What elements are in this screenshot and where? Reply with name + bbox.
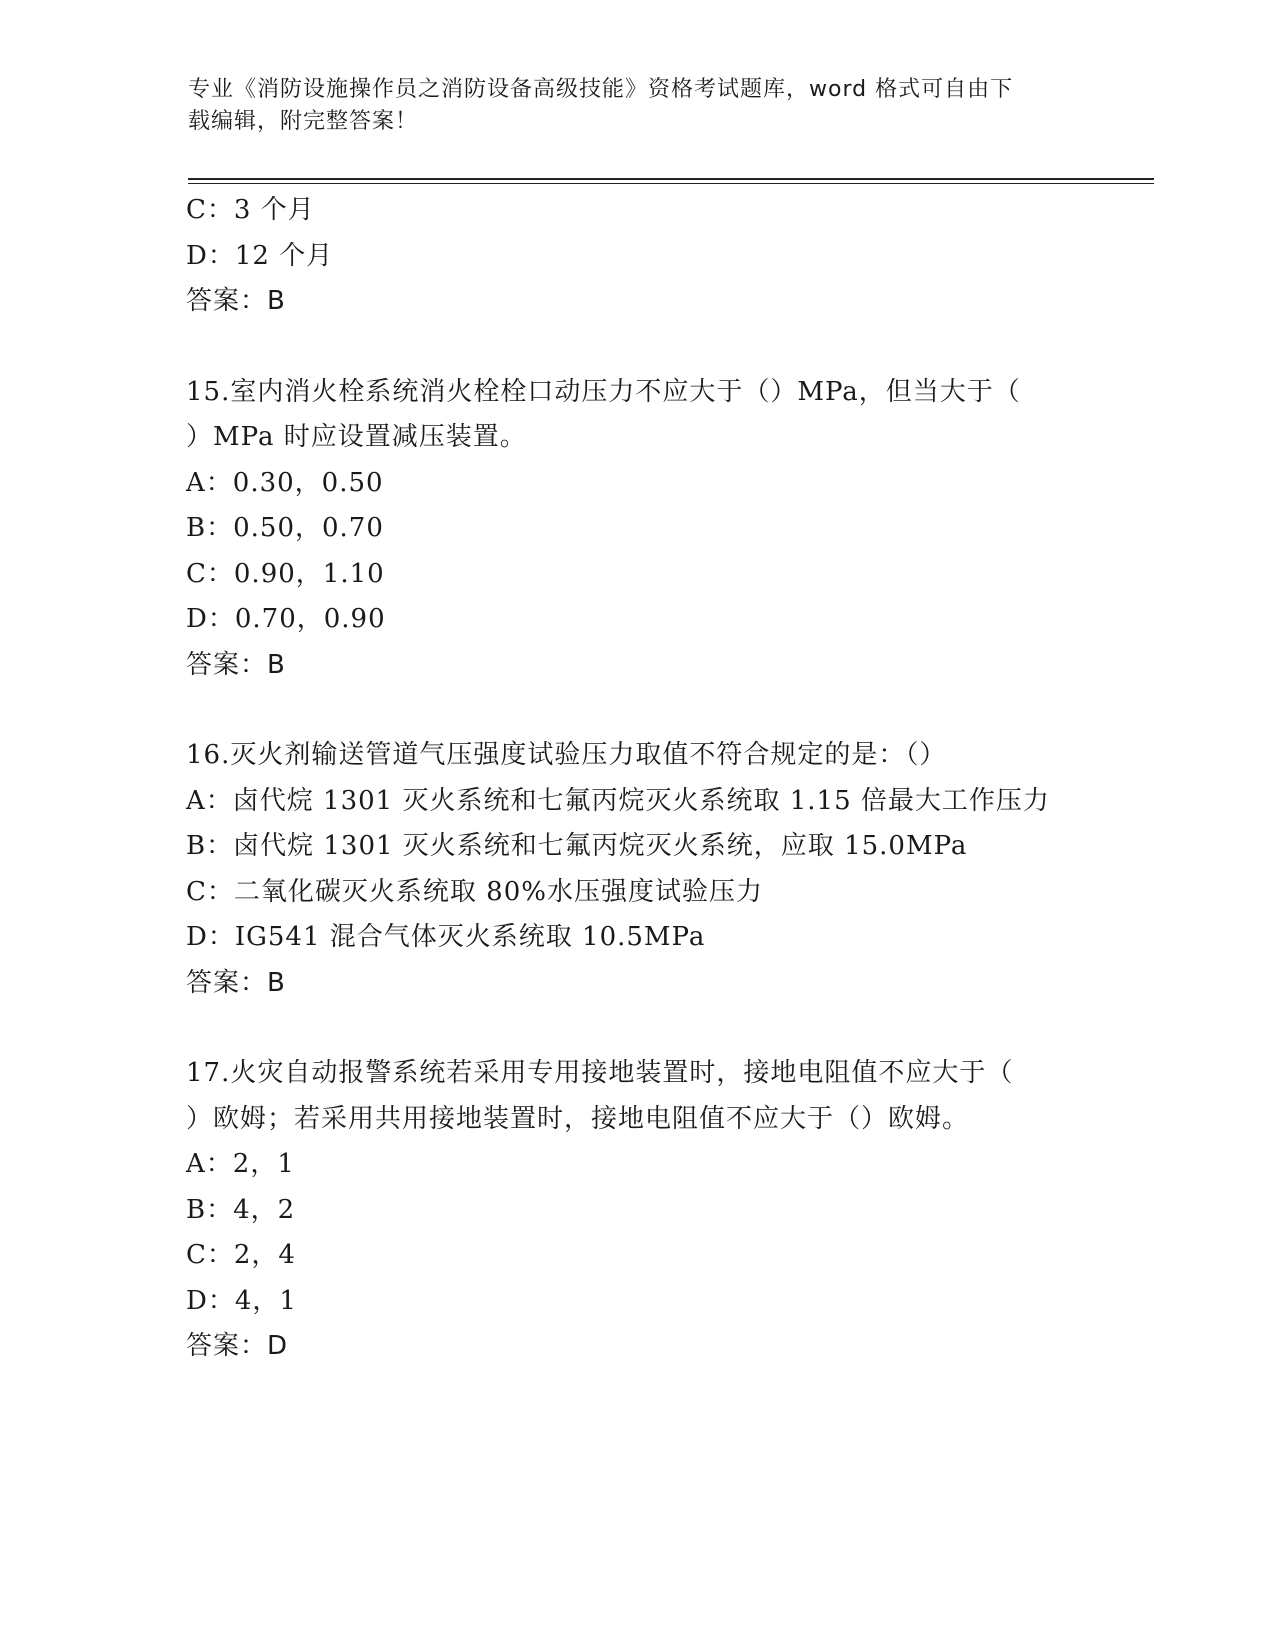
question-stem: 17.火灾自动报警系统若采用专用接地装置时，接地电阻值不应大于（ xyxy=(186,1058,1014,1088)
option-b: B：4，2 xyxy=(186,1194,296,1225)
option-d: D：4，1 xyxy=(186,1285,297,1316)
answer-line: 答案：B xyxy=(186,967,286,998)
option-d: D：0.70，0.90 xyxy=(186,604,386,634)
question-15 xyxy=(186,370,1146,689)
answer-line: 答案：B xyxy=(186,286,286,316)
question-stem: 15.室内消火栓系统消火栓栓口动压力不应大于（）MPa，但当大于（ xyxy=(186,376,1021,407)
answer-line: 答案：D xyxy=(186,1331,289,1361)
question-14-continued xyxy=(186,188,1146,325)
header-divider-thick xyxy=(188,178,1154,180)
option-a: A：0.30，0.50 xyxy=(186,467,384,498)
header-line-2: 载编辑，附完整答案！ xyxy=(188,109,419,134)
header-divider-thin xyxy=(188,183,1154,184)
option-b: B：0.50，0.70 xyxy=(186,513,384,543)
option-c: C：0.90，1.10 xyxy=(186,558,385,589)
answer-line: 答案：B xyxy=(186,649,286,680)
page-header xyxy=(188,74,1068,138)
option-d: D：IG541 混合气体灭火系统取 10.5MPa xyxy=(186,922,706,952)
question-stem: 16.灭火剂输送管道气压强度试验压力取值不符合规定的是：（） xyxy=(186,740,947,770)
option-c: C：2，4 xyxy=(186,1240,296,1270)
question-content xyxy=(186,188,1146,1370)
option-c: C：二氧化碳灭火系统取 80%水压强度试验压力 xyxy=(186,876,763,907)
option-a: A：卤代烷 1301 灭火系统和七氟丙烷灭火系统取 1.15 倍最大工作压力 xyxy=(186,785,1050,816)
option-b: B：卤代烷 1301 灭火系统和七氟丙烷灭火系统，应取 15.0MPa xyxy=(186,831,968,861)
question-stem: ）MPa 时应设置减压装置。 xyxy=(186,422,527,452)
question-stem: ）欧姆；若采用共用接地装置时，接地电阻值不应大于（）欧姆。 xyxy=(186,1103,970,1134)
question-17 xyxy=(186,1051,1146,1370)
header-line-1: 专业《消防设施操作员之消防设备高级技能》资格考试题库，word 格式可自由下 xyxy=(188,77,1014,102)
option-d: D：12 个月 xyxy=(186,240,334,271)
option-a: A：2，1 xyxy=(186,1149,295,1179)
question-16 xyxy=(186,733,1146,1006)
option-c: C：3 个月 xyxy=(186,195,315,225)
